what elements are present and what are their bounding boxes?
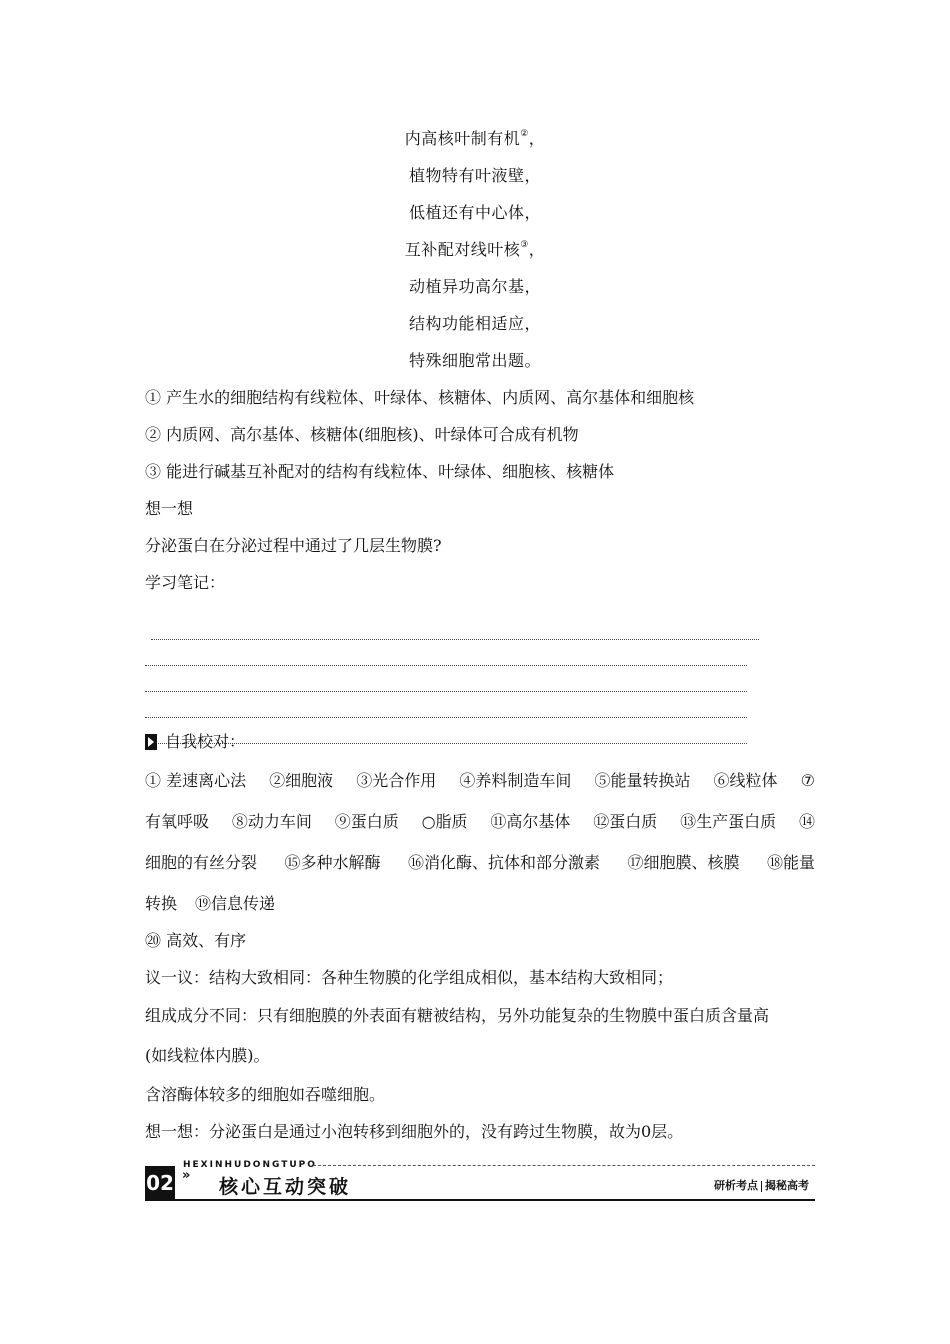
self-check-heading: 自我校对： — [145, 723, 245, 760]
note-3: ③ 能进行碱基互补配对的结构有线粒体、叶绿体、细胞核、核糖体 — [145, 462, 615, 481]
poem-line: 植物特有叶液壁， — [408, 166, 541, 185]
banner-dashed-rule — [313, 1165, 815, 1166]
answer-explanations — [145, 922, 815, 1150]
section-title: 核心互动突破 — [219, 1176, 352, 1198]
poem-line: 特殊细胞常出题。 — [408, 351, 541, 370]
mnemonic-poem — [0, 120, 950, 379]
divider — [761, 1181, 762, 1192]
poem-line: 内高核叶制有机②， — [404, 129, 546, 148]
note-line[interactable] — [145, 640, 747, 666]
think-answer: 想一想：分泌蛋白是通过小泡转移到细胞外的，没有跨过生物膜，故为0层。 — [145, 1122, 684, 1141]
self-check-answers — [145, 760, 815, 924]
play-triangle-icon — [145, 734, 157, 750]
section-number: 02 — [145, 1166, 175, 1200]
note-line[interactable] — [151, 614, 759, 640]
answer-row: 有氧呼吸 ⑧动力车间 ⑨蛋白质 ○脂质 ⑪高尔基体 ⑫蛋白质 ⑬生产蛋白质 ⑭ — [145, 812, 815, 831]
double-chevron-icon: » — [182, 1168, 191, 1183]
discussion-answer: 议一议：结构大致相同：各种生物膜的化学组成相似，基本结构大致相同； — [145, 968, 674, 987]
think-heading: 想一想 — [145, 499, 194, 518]
poem-notes — [145, 379, 815, 601]
poem-line: 结构功能相适应， — [408, 314, 541, 333]
section-banner — [145, 1160, 815, 1200]
answer-row: 转换 ⑲信息传递 — [145, 894, 276, 913]
footnote-mark: ② — [520, 129, 529, 139]
discussion-detail: 组成成分不同：只有细胞膜的外表面有糖被结构，另外功能复杂的生物膜中蛋白质含量高 — [145, 1006, 770, 1025]
section-tagline: 研析考点 揭秘高考 — [714, 1179, 809, 1192]
answer-row: 细胞的有丝分裂 ⑮多种水解酶 ⑯消化酶、抗体和部分激素 ⑰细胞膜、核膜 ⑱能量 — [145, 853, 815, 872]
note-line[interactable] — [145, 666, 747, 692]
note-line[interactable] — [145, 692, 747, 718]
study-notes-label: 学习笔记： — [145, 573, 226, 592]
answer-row: ① 差速离心法 ②细胞液 ③光合作用 ④养料制造车间 ⑤能量转换站 ⑥线粒体 ⑦ — [145, 771, 815, 790]
think-question: 分泌蛋白在分泌过程中通过了几层生物膜? — [145, 536, 442, 555]
section-pinyin: HEXINHUDONGTUPO — [183, 1160, 317, 1170]
answer-20: ⑳ 高效、有序 — [145, 931, 247, 950]
note-2: ② 内质网、高尔基体、核糖体(细胞核)、叶绿体可合成有机物 — [145, 425, 579, 444]
poem-line: 低植还有中心体， — [408, 203, 541, 222]
discussion-detail-cont: (如线粒体内膜)。 — [145, 1046, 270, 1065]
poem-line: 动植异功高尔基， — [408, 277, 541, 296]
note-1: ① 产生水的细胞结构有线粒体、叶绿体、核糖体、内质网、高尔基体和细胞核 — [145, 388, 695, 407]
banner-rule — [145, 1199, 815, 1201]
lysosome-note: 含溶酶体较多的细胞如吞噬细胞。 — [145, 1085, 386, 1104]
poem-line: 互补配对线叶核③， — [404, 240, 546, 259]
footnote-mark: ③ — [520, 240, 529, 250]
